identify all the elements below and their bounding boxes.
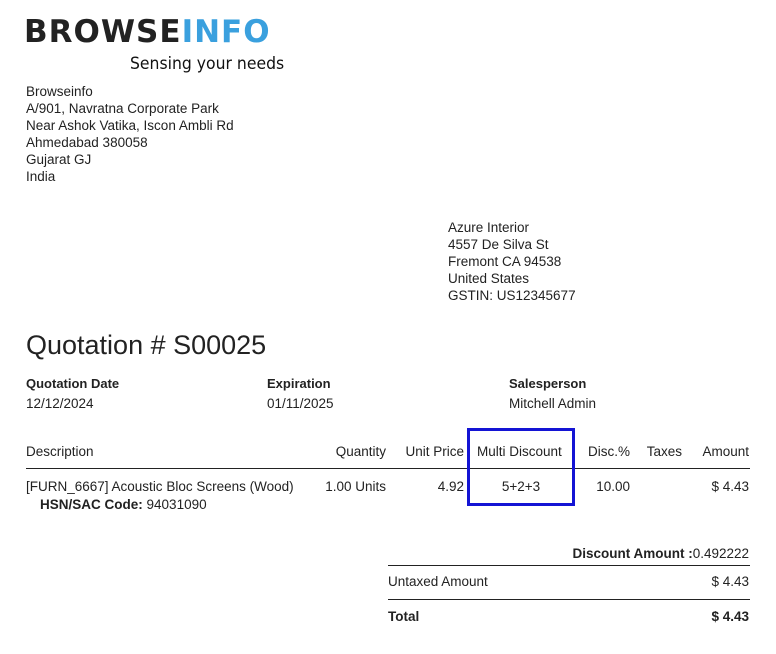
col-header-amount: Amount xyxy=(702,444,749,459)
customer-gstin: GSTIN: US12345677 xyxy=(448,288,576,303)
row-unit-price: 4.92 xyxy=(437,479,464,494)
company-name: Browseinfo xyxy=(26,84,93,99)
row-hsn xyxy=(40,497,207,512)
totals-divider-2 xyxy=(388,599,750,600)
logo-tagline: Sensing your needs xyxy=(130,54,285,74)
customer-country: United States xyxy=(448,271,530,286)
col-header-taxes: Taxes xyxy=(646,444,682,459)
col-header-description: Description xyxy=(26,444,94,459)
company-state: Gujarat GJ xyxy=(26,152,92,167)
discount-amount-value: 0.492222 xyxy=(692,546,749,561)
row-multi-discount: 5+2+3 xyxy=(501,479,541,494)
customer-street: 4557 De Silva St xyxy=(448,237,549,252)
quotation-date-value: 12/12/2024 xyxy=(26,396,94,411)
total-label: Total xyxy=(388,609,420,624)
multi-discount-highlight xyxy=(467,428,575,506)
discount-amount xyxy=(388,546,749,561)
logo-text-blue: INFO xyxy=(181,14,271,50)
customer-name: Azure Interior xyxy=(448,220,530,235)
company-country: India xyxy=(26,169,56,184)
logo-text-dark: BROWSE xyxy=(24,14,182,50)
quotation-date-label: Quotation Date xyxy=(26,376,120,391)
expiration-label: Expiration xyxy=(267,376,331,391)
company-logo xyxy=(24,14,271,50)
col-header-unit-price: Unit Price xyxy=(405,444,464,459)
salesperson-label: Salesperson xyxy=(509,376,587,391)
header-divider xyxy=(26,468,750,469)
hsn-value: 94031090 xyxy=(146,497,207,512)
total-value: $ 4.43 xyxy=(711,609,749,624)
totals-divider-1 xyxy=(388,565,750,566)
quotation-title: Quotation # S00025 xyxy=(26,330,267,360)
expiration-value: 01/11/2025 xyxy=(267,396,334,411)
col-header-quantity: Quantity xyxy=(335,444,386,459)
salesperson-value: Mitchell Admin xyxy=(509,396,597,411)
company-city: Ahmedabad 380058 xyxy=(26,135,148,150)
untaxed-amount-label: Untaxed Amount xyxy=(388,574,488,589)
row-amount: $ 4.43 xyxy=(711,479,749,494)
customer-city: Fremont CA 94538 xyxy=(448,254,562,269)
row-description: [FURN_6667] Acoustic Bloc Screens (Wood) xyxy=(26,479,294,494)
discount-amount-label: Discount Amount : xyxy=(572,546,693,561)
company-address xyxy=(26,83,234,185)
company-street: A/901, Navratna Corporate Park xyxy=(26,101,219,116)
customer-address xyxy=(448,219,576,304)
col-header-multi-discount: Multi Discount xyxy=(477,444,562,459)
hsn-label: HSN/SAC Code: xyxy=(40,497,143,512)
untaxed-amount-value: $ 4.43 xyxy=(711,574,749,589)
col-header-disc: Disc.% xyxy=(587,444,630,459)
row-disc: 10.00 xyxy=(596,479,630,494)
row-quantity: 1.00 Units xyxy=(325,479,386,494)
company-street2: Near Ashok Vatika, Iscon Ambli Rd xyxy=(26,118,234,133)
